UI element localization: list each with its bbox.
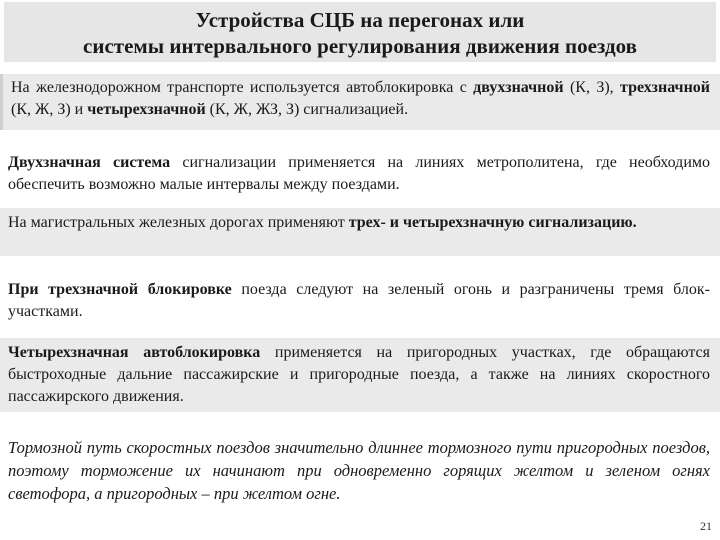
bold-text: трех- и четырехзначную сигнализацию. (348, 214, 637, 231)
bold-text: трехзначной (620, 79, 711, 96)
text: применяется на пригородных участках, где обращаются быстроходные дальние пассажирские и пригородные поезда, а также на линиях скоростного пассажирского движения. (8, 344, 711, 405)
text: На железнодорожном транспорте используется автоблокировка с (11, 79, 474, 96)
text: (К, З), (563, 79, 621, 96)
paragraph-three-aspect (0, 275, 720, 323)
italic-text: Тормозной путь скоростных поездов значительно длиннее тормозного пути пригородных поездов, поэтому торможение их начинают при одновременно горящих желтом и зеленом огнях светофора, а пригородных – при желтом огне. (8, 438, 710, 503)
paragraph-two-aspect (0, 148, 720, 192)
bold-text: Четырехзначная автоблокировка (8, 344, 261, 361)
bold-text: Двухзначная система (8, 154, 171, 171)
text: (К, Ж, З) и (11, 101, 88, 118)
page-number: 21 (700, 519, 712, 533)
title-line-2: системы интервального регулирования движения поездов (83, 34, 637, 58)
bold-text: При трехзначной блокировке (8, 281, 232, 298)
paragraph-four-aspect (0, 338, 720, 412)
text: поезда следуют на зеленый огонь и разграничены тремя блок-участками. (8, 281, 710, 320)
bold-text: четырехзначной (87, 101, 206, 118)
bold-text: двухзначной (473, 79, 564, 96)
paragraph-mainline (0, 208, 720, 256)
slide-title (4, 2, 716, 62)
paragraph-autoblocking-types (0, 74, 720, 130)
text: сигнализации применяется на линиях метрополитена, где необходимо обеспечить возможно малые интервалы между поездами. (8, 154, 711, 193)
paragraph-braking-distance (0, 432, 720, 508)
title-line-1: Устройства СЦБ на перегонах или (195, 8, 525, 32)
text: (К, Ж, ЖЗ, З) сигнализацией. (205, 101, 409, 118)
text: На магистральных железных дорогах применяют (8, 214, 349, 231)
